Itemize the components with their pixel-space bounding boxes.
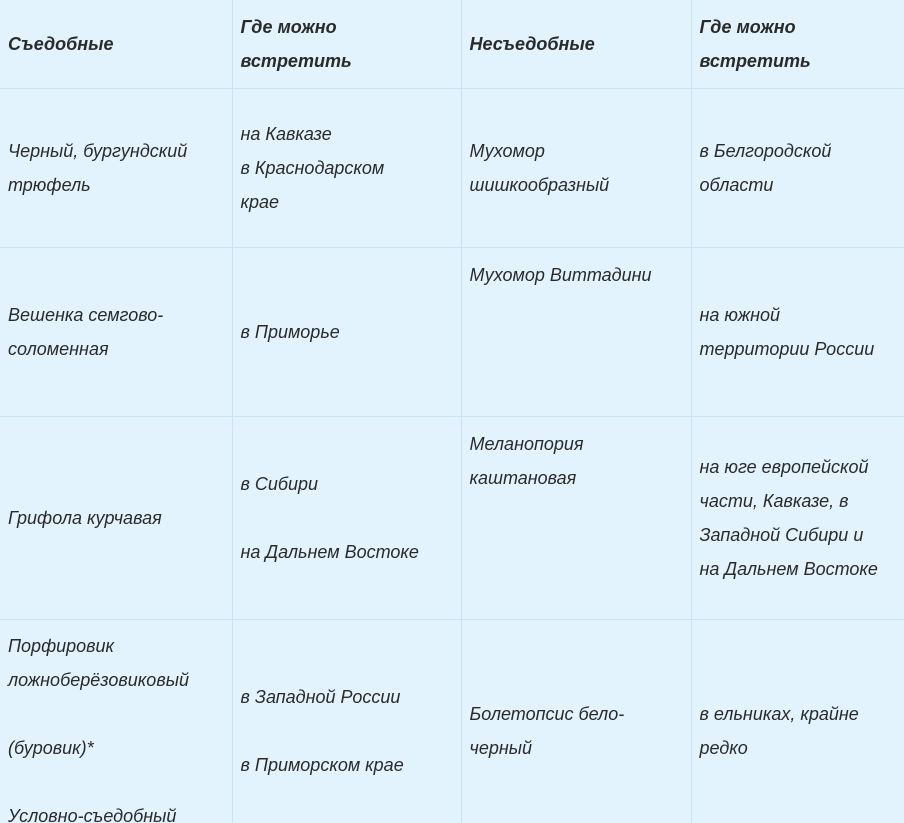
location-line: в Сибири [240,474,319,494]
cell-edible-where: в Приморье [232,248,461,417]
location-line: в Западной России [240,687,401,707]
header-inedible-where: Где можно встретить [691,0,904,89]
table-row [0,417,904,620]
header-edible: Съедобные [0,0,232,89]
cell-edible: Черный, бургундский трюфель [0,89,232,248]
edibility-note: Условно-съедобный [8,806,177,823]
table-header-row [0,0,904,89]
cell-inedible-where: в Белгородской области [691,89,904,248]
table-row [0,620,904,823]
cell-edible: Вешенка семгово- соломенная [0,248,232,417]
cell-edible-where [232,620,461,823]
cell-edible-where: на Кавказе в Краснодарском крае [232,89,461,248]
cell-inedible: Мухомор Виттадини [461,248,691,417]
mushroom-name: Порфировик ложноберёзовиковый [8,636,189,690]
header-edible-where: Где можно встретить [232,0,461,89]
table-row [0,89,904,248]
cell-inedible-where: на южной территории России [691,248,904,417]
header-inedible: Несъедобные [461,0,691,89]
location-line: в Приморском крае [240,755,404,775]
mushroom-alt-name: (буровик)* [8,738,94,758]
cell-edible: Грифола курчавая [0,417,232,620]
cell-edible-where [232,417,461,620]
cell-inedible: Меланопория каштановая [461,417,691,620]
location-line: на Дальнем Востоке [240,542,419,562]
cell-inedible: Болетопсис бело- черный [461,620,691,823]
table-row [0,248,904,417]
cell-inedible-where: на юге европейской части, Кавказе, в Западной Сибири и на Дальнем Востоке [691,417,904,620]
cell-inedible-where: в ельниках, крайне редко [699,704,859,758]
cell-edible [0,620,232,823]
cell-inedible: Мухомор шишкообразный [461,89,691,248]
